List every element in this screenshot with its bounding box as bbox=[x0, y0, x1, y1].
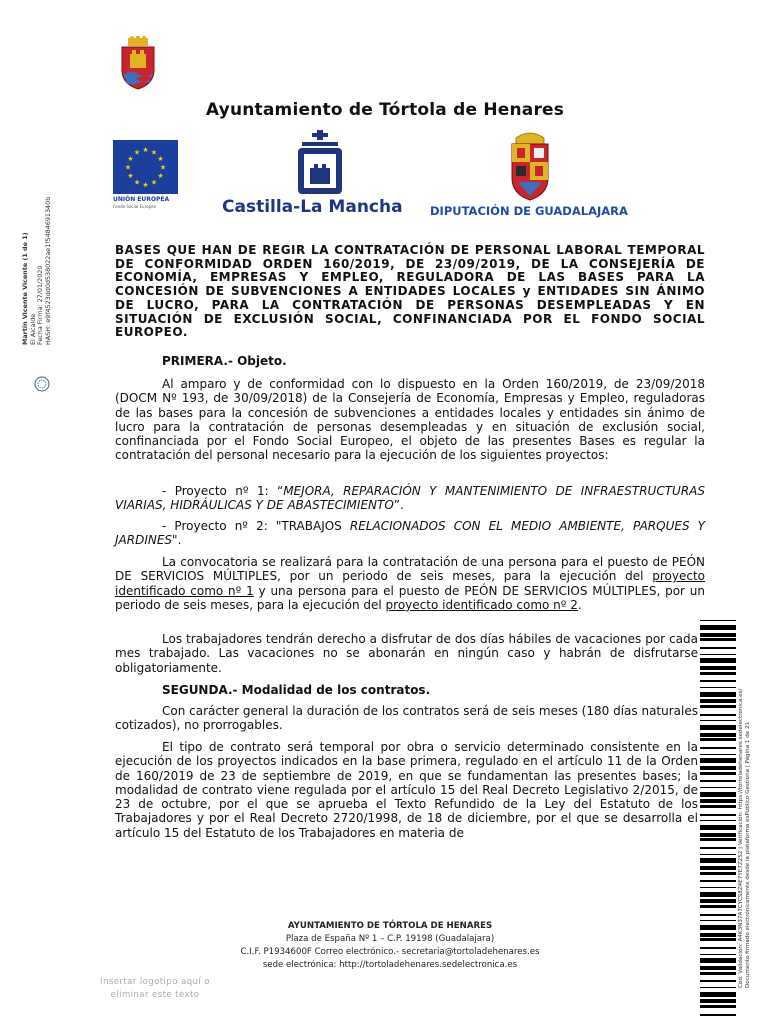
convocatoria-text-a: La convocatoria se realizará para la contratación de una persona para el puesto de PEÓN DE SERVICIOS MÚLTIPLES, por un periodo de seis meses, para la ejecución del bbox=[115, 555, 705, 584]
castilla-la-mancha-logo bbox=[292, 130, 348, 196]
logo-placeholder-text: Insertar logotipo aquí o eliminar este texto bbox=[100, 977, 210, 1000]
svg-text:★: ★ bbox=[133, 178, 141, 187]
barcode-bar bbox=[700, 866, 736, 870]
paragraph-proyecto-2 bbox=[115, 519, 705, 548]
barcode-bar bbox=[700, 905, 736, 908]
barcode-bar bbox=[700, 966, 736, 970]
svg-text:★: ★ bbox=[150, 148, 158, 157]
barcode-bar bbox=[700, 647, 736, 649]
svg-text:★: ★ bbox=[133, 148, 141, 157]
page-footer bbox=[190, 920, 590, 972]
svg-text:★: ★ bbox=[159, 163, 167, 172]
barcode-bar bbox=[700, 714, 736, 716]
town-crest-logo bbox=[118, 36, 158, 90]
signature-strip bbox=[22, 15, 52, 345]
convocatoria-text-b: y una persona para el puesto de PEÓN DE SERVICIOS MÚLTIPLES, por un periodo de seis meses, para la ejecución del bbox=[115, 583, 705, 612]
barcode-bar bbox=[700, 899, 736, 903]
barcode-bar bbox=[700, 980, 736, 982]
barcode-bar bbox=[700, 625, 736, 630]
svg-text:★: ★ bbox=[127, 155, 134, 163]
paragraph-proyecto-1 bbox=[115, 484, 705, 513]
footer-org: AYUNTAMIENTO DE TÓRTOLA DE HENARES bbox=[287, 921, 493, 931]
barcode-bar bbox=[700, 787, 736, 788]
barcode-bar bbox=[700, 633, 736, 637]
barcode-bar bbox=[700, 880, 736, 882]
barcode-bar bbox=[700, 620, 736, 621]
barcode-bar bbox=[700, 814, 736, 816]
verification-platform: Documento firmado electrónicamente desde la plataforma esPublico Gestiona | Página 1 de 21 bbox=[744, 721, 751, 988]
paragraph-vacaciones: Los trabajadores tendrán derecho a disfrutar de dos días hábiles de vacaciones por cada mes trabajado. Las vacaciones no se abonarán en ningún caso y habrán de disfrutarse obligatoriamente. bbox=[115, 632, 698, 675]
barcode-bar bbox=[700, 692, 736, 697]
svg-text:★: ★ bbox=[142, 181, 149, 189]
barcode-bar bbox=[700, 799, 736, 803]
barcode-bar bbox=[700, 1014, 736, 1016]
barcode-bar bbox=[700, 872, 736, 875]
proyecto-1-suffix: ”. bbox=[393, 498, 404, 513]
proyecto-2-reference: proyecto identificado como nº 2 bbox=[385, 597, 578, 612]
barcode-bar bbox=[700, 820, 736, 821]
proyecto-2-prefix: - Proyecto nº 2: "TRABAJOS bbox=[162, 519, 350, 533]
document-heading: BASES QUE HAN DE REGIR LA CONTRATACIÓN DE PERSONAL LABORAL TEMPORAL DE CONFORMIDAD ORDEN 160/2019, DE 23/09/2019, DE LA CONSEJERÍA DE ECONOMÍA, EMPRESAS Y EMPLEO, REGULADORA DE LAS BASES PARA LA CONCESIÓN DE SUBVENCIONES A ENTIDADES LOCALES y ENTIDADES SIN ÁNIMO DE LUCRO, PARA LA CONTRATACIÓN DE PERSONAS DESEMPLEADAS Y EN SITUACIÓN DE EXCLUSIÓN SOCIAL, CONFINANCIADA POR EL FONDO SOCIAL EUROPEO. bbox=[115, 243, 705, 340]
footer-contact: C.I.F. P1934600F Correo electrónico.- secretaria@tortoladehenares.es bbox=[240, 947, 540, 957]
eu-flag-logo bbox=[113, 140, 178, 194]
paragraph-tipo-contrato: El tipo de contrato será temporal por obra o servicio determinado consistente en la ejecución de los proyectos indicados en la base primera, regulado en el artículo 11 de la Orden de 160/2019 de 23 de septiembre de 2019, en que se fundamentan las presentes bases; la modalidad de contrato viene regulada por el artículo 15 del Real Decreto Legislativo 2/2015, de 23 de octubre, por el que se aprueba el Texto Refundido de la Ley del Estatuto de los Trabajadores y por el Real Decreto 2720/1998, de 18 de diciembre, por el que se desarrolla el artículo 15 del Estatuto de los Trabajadores en materia de bbox=[115, 740, 698, 840]
verification-strip bbox=[738, 588, 752, 988]
barcode-bar bbox=[700, 892, 736, 897]
barcode-bar bbox=[700, 847, 736, 849]
barcode-bar bbox=[700, 972, 736, 975]
barcode-bar bbox=[700, 705, 736, 708]
barcode-bar bbox=[700, 858, 736, 863]
barcode-bar bbox=[700, 833, 736, 837]
proyecto-1-title: MEJORA, REPARACIÓN Y MANTENIMIENTO DE INFRAESTRUCTURAS VIARIAS, HIDRÁULICAS Y DE ABASTECIMIENTO bbox=[115, 484, 705, 513]
eu-label: UNIÓN EUROPEA bbox=[113, 196, 170, 203]
svg-text:★: ★ bbox=[150, 178, 158, 187]
barcode-bar bbox=[700, 766, 736, 770]
section-primera-title: PRIMERA.- Objeto. bbox=[162, 354, 287, 368]
convocatoria-text-c: . bbox=[577, 597, 582, 612]
barcode-bar bbox=[700, 638, 736, 641]
barcode-bar bbox=[700, 654, 736, 655]
barcode-bar bbox=[700, 758, 736, 763]
signature-date: Fecha Firma: 27/01/2020 bbox=[36, 265, 45, 345]
barcode-bar bbox=[700, 933, 736, 937]
signer-name: Martín Vicente Vicente (1 de 1) bbox=[21, 232, 29, 345]
barcode-bar bbox=[700, 958, 736, 963]
barcode-bar bbox=[700, 992, 736, 997]
barcode-bar bbox=[700, 658, 736, 663]
seal-stamp-icon bbox=[34, 376, 50, 392]
barcode-bar bbox=[700, 699, 736, 703]
verification-barcode bbox=[700, 620, 736, 1020]
proyecto-1-reference: proyecto identificado como nº 1 bbox=[115, 569, 705, 598]
signature-hash: HASH: e9f4523dd0d538022ae1f5484691340b bbox=[43, 196, 52, 345]
barcode-bar bbox=[700, 805, 736, 808]
barcode-bar bbox=[700, 854, 736, 855]
barcode-bar bbox=[700, 938, 736, 941]
barcode-bar bbox=[700, 672, 736, 675]
paragraph-duracion: Con carácter general la duración de los contratos será de seis meses (180 días naturales cotizados), no prorrogables. bbox=[115, 704, 698, 733]
barcode-bar bbox=[700, 733, 736, 737]
barcode-bar bbox=[700, 1005, 736, 1008]
footer-address: Plaza de España Nº 1 – C.P. 19198 (Guadalajara) bbox=[285, 934, 495, 944]
town-title: Ayuntamiento de Tórtola de Henares bbox=[205, 100, 565, 120]
barcode-bar bbox=[700, 772, 736, 775]
barcode-bar bbox=[700, 887, 736, 888]
barcode-bar bbox=[700, 987, 736, 988]
barcode-bar bbox=[700, 780, 736, 782]
verification-code: Cód. Validación: A4K3N37A7CYCS8Z4E7YE7Z252 | Verificación: https://tortoladehenares.sedelectronica.es/ bbox=[738, 688, 744, 988]
paragraph-convocatoria bbox=[115, 555, 705, 612]
signer-role: El Alcalde bbox=[28, 313, 37, 345]
section-segunda-title: SEGUNDA.- Modalidad de los contratos. bbox=[162, 683, 431, 697]
svg-text:★: ★ bbox=[124, 163, 132, 172]
svg-text:★: ★ bbox=[157, 172, 164, 180]
svg-text:★: ★ bbox=[157, 155, 164, 163]
svg-text:★: ★ bbox=[142, 146, 149, 154]
proyecto-2-suffix: ". bbox=[172, 533, 182, 548]
barcode-bar bbox=[700, 914, 736, 916]
barcode-bar bbox=[700, 838, 736, 841]
barcode-bar bbox=[700, 999, 736, 1003]
castilla-la-mancha-name: Castilla-La Mancha bbox=[222, 197, 403, 217]
barcode-bar bbox=[700, 738, 736, 741]
barcode-bar bbox=[700, 725, 736, 730]
proyecto-1-prefix: - Proyecto nº 1: “ bbox=[162, 484, 284, 498]
barcode-bar bbox=[700, 920, 736, 921]
barcode-bar bbox=[700, 792, 736, 797]
paragraph-objeto: Al amparo y de conformidad con lo dispuesto en la Orden 160/2019, de 23/09/2018 (DOCM Nº 193, de 30/09/2018) de la Consejería de Economía, Empresas y Empleo, reguladoras de las bases para la concesión de subvenciones a entidades locales y entidades sin ánimo de lucro para la contratación de personas desempleadas y en situación de exclusión social, confinanciada por el Fondo Social Europeo, el objeto de las presentes Bases es regular la contratación del personal necesario para la ejecución de los siguientes proyectos: bbox=[115, 377, 705, 463]
barcode-bar bbox=[700, 754, 736, 755]
svg-text:★: ★ bbox=[127, 172, 134, 180]
barcode-bar bbox=[700, 720, 736, 721]
footer-sede: sede electrónica: http://tortoladehenares.sedelectronica.es bbox=[262, 960, 518, 970]
proyecto-2-title: RELACIONADOS CON EL MEDIO AMBIENTE, PARQUES Y JARDINES bbox=[115, 519, 706, 548]
barcode-bar bbox=[700, 680, 736, 682]
diputacion-name: DIPUTACIÓN DE GUADALAJARA bbox=[430, 204, 628, 218]
barcode-bar bbox=[700, 747, 736, 749]
eu-sub-label: Fondo Social Europeo bbox=[113, 204, 157, 209]
barcode-bar bbox=[700, 666, 736, 670]
barcode-bar bbox=[700, 687, 736, 688]
diputacion-crest-logo bbox=[508, 128, 552, 202]
barcode-bar bbox=[700, 925, 736, 930]
barcode-bar bbox=[700, 825, 736, 830]
barcode-bar bbox=[700, 954, 736, 955]
barcode-bar bbox=[700, 947, 736, 949]
